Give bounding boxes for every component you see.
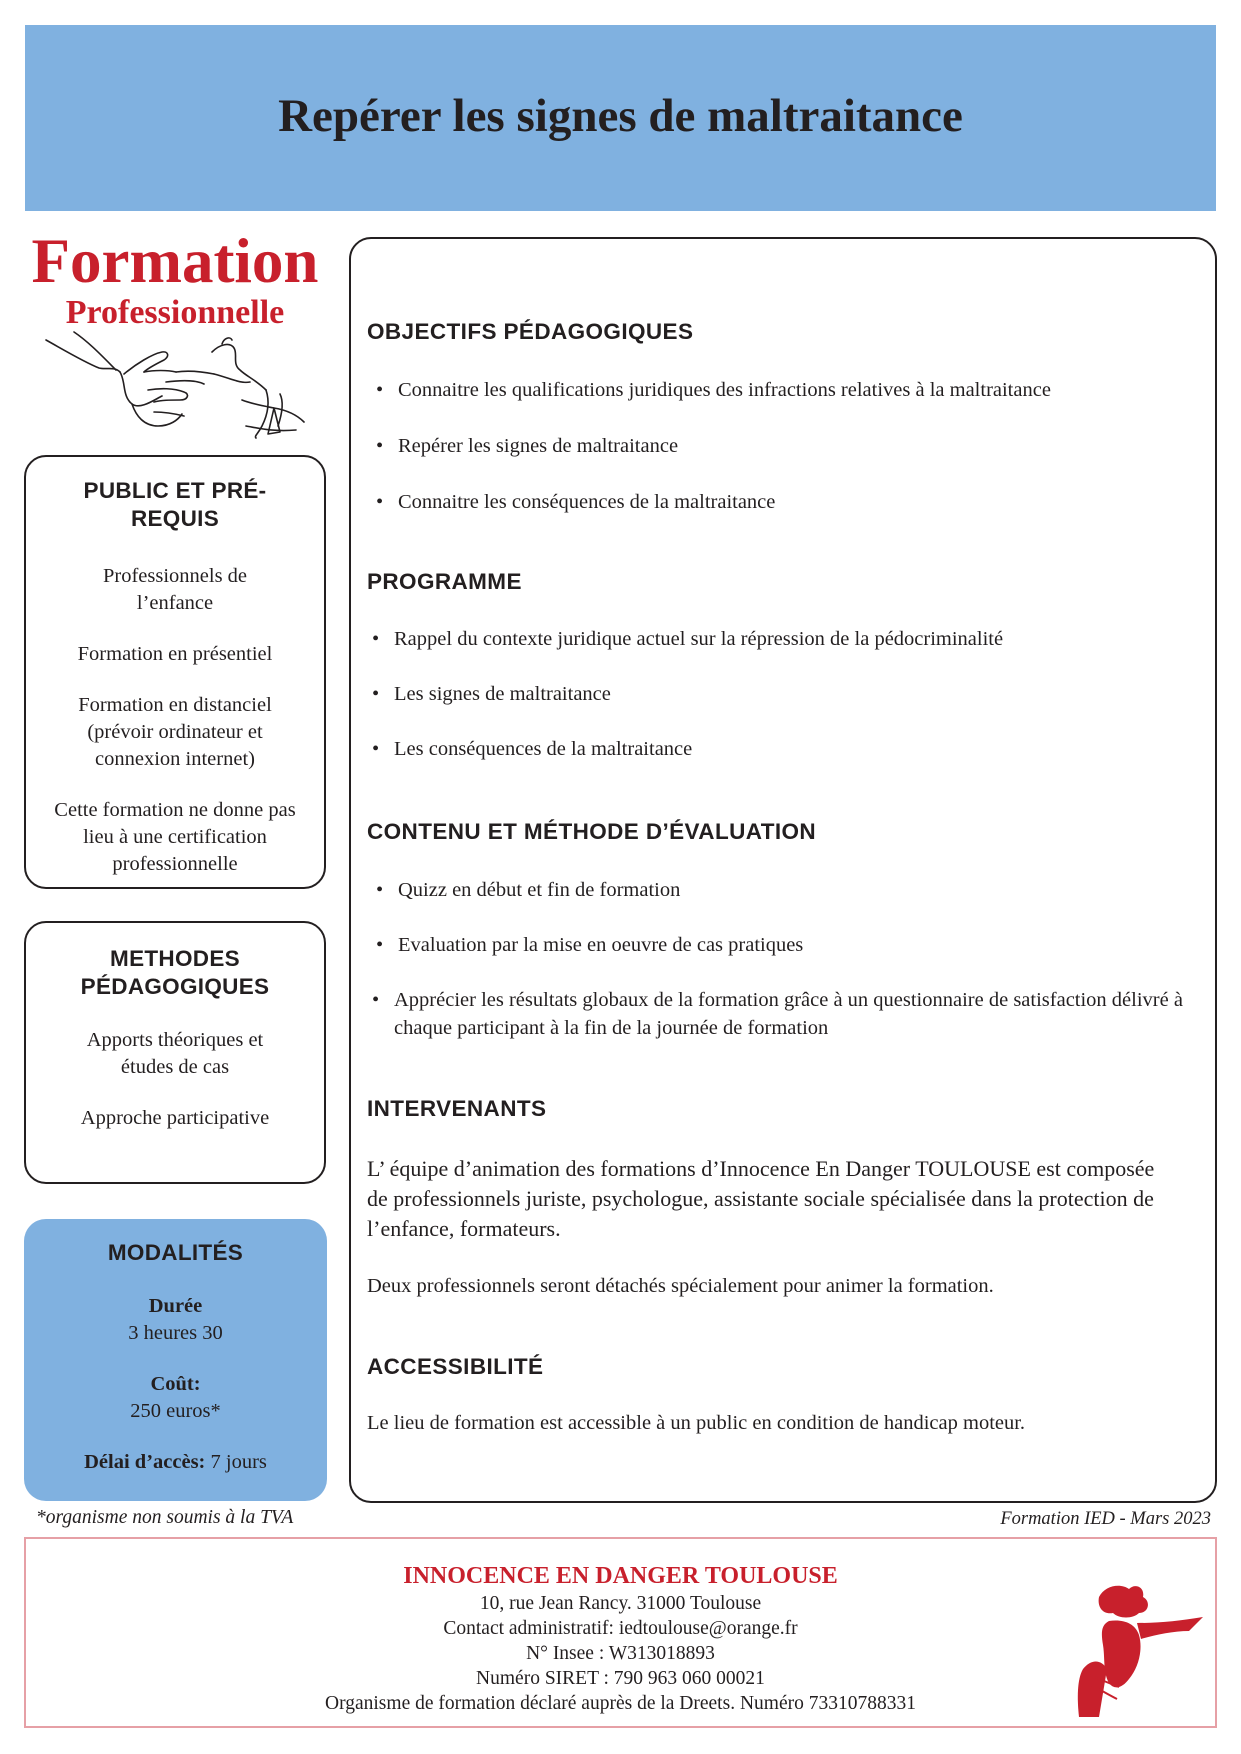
programme-title: PROGRAMME — [367, 569, 522, 594]
methodes-item: Apports théoriques et études de cas — [86, 1029, 264, 1078]
objectif-item: • Repérer les signes de maltraitance — [376, 432, 678, 460]
tva-footnote: *organisme non soumis à la TVA — [36, 1507, 294, 1528]
public-item: Professionnels de l’enfance — [102, 565, 248, 614]
cout-value: 250 euros* — [130, 1400, 221, 1422]
brand-block — [25, 228, 325, 332]
modalites-box — [24, 1219, 327, 1501]
objectifs-title: OBJECTIFS PÉDAGOGIQUES — [367, 319, 694, 344]
intervenants-title: INTERVENANTS — [367, 1096, 547, 1121]
title-banner — [25, 25, 1216, 211]
handshake-illustration-icon — [44, 330, 324, 440]
delai-label: Délai d’accès: — [84, 1451, 206, 1473]
ied-logo-icon — [1069, 1579, 1209, 1719]
programme-item: • Les signes de maltraitance — [372, 680, 611, 708]
cout-label: Coût: — [150, 1373, 201, 1395]
org-declaration: Organisme de formation déclaré auprès de la Dreets. Numéro 73310788331 — [325, 1693, 916, 1714]
org-siret: Numéro SIRET : 790 963 060 00021 — [476, 1668, 765, 1689]
programme-item: • Les conséquences de la maltraitance — [372, 735, 692, 763]
accessibilite-paragraph: Le lieu de formation est accessible à un public en condition de handicap moteur. — [367, 1412, 1026, 1434]
objectif-item: • Connaitre les conséquences de la maltraitance — [376, 488, 775, 516]
objectif-item: • Connaitre les qualifications juridiques des infractions relatives à la maltraitance — [376, 376, 1051, 404]
methodes-title: METHODES PÉDAGOGIQUES — [80, 946, 270, 999]
public-item: Formation en présentiel — [77, 643, 273, 665]
public-title: PUBLIC ET PRÉ-REQUIS — [83, 478, 267, 531]
accessibilite-title: ACCESSIBILITÉ — [367, 1354, 544, 1379]
public-item: Cette formation ne donne pas lieu à une certification professionnelle — [54, 799, 296, 875]
org-name: INNOCENCE EN DANGER TOULOUSE — [403, 1563, 838, 1589]
edition-note: Formation IED - Mars 2023 — [1000, 1509, 1211, 1529]
footer-contact — [24, 1537, 1217, 1728]
contenu-title: CONTENU ET MÉTHODE D’ÉVALUATION — [367, 819, 817, 844]
public-prerequis-box — [24, 455, 326, 889]
contenu-item: • Apprécier les résultats globaux de la formation grâce à un questionnaire de satisfaction délivré à chaque participant à la fin de la journée de formation — [372, 986, 1197, 1042]
duree-label: Durée — [148, 1295, 203, 1317]
brand-line2: Professionnelle — [65, 294, 285, 331]
modalites-title: MODALITÉS — [107, 1240, 244, 1265]
org-contact: Contact administratif: iedtoulouse@orange.fr — [443, 1618, 798, 1639]
intervenants-paragraph: L’ équipe d’animation des formations d’Innocence En Danger TOULOUSE est composée de professionnels juriste, psychologue, assistante sociale spécialisée dans la protection de l’enfance, formateurs. — [367, 1156, 1155, 1241]
contenu-item: • Quizz en début et fin de formation — [376, 876, 680, 904]
page-title: Repérer les signes de maltraitance — [278, 90, 963, 142]
org-insee: N° Insee : W313018893 — [526, 1643, 715, 1664]
main-content-box — [349, 237, 1217, 1503]
methodes-box — [24, 921, 326, 1184]
duree-value: 3 heures 30 — [128, 1322, 223, 1344]
brand-line1: Formation — [31, 226, 319, 296]
methodes-item: Approche participative — [80, 1107, 270, 1129]
contenu-item: • Evaluation par la mise en oeuvre de cas pratiques — [376, 931, 803, 959]
public-item: Formation en distanciel (prévoir ordinateur et connexion internet) — [78, 694, 272, 770]
org-address: 10, rue Jean Rancy. 31000 Toulouse — [479, 1593, 762, 1614]
intervenants-note: Deux professionnels seront détachés spécialement pour animer la formation. — [367, 1275, 994, 1297]
programme-item: • Rappel du contexte juridique actuel sur la répression de la pédocriminalité — [372, 625, 1003, 653]
delai-value: 7 jours — [210, 1451, 267, 1473]
